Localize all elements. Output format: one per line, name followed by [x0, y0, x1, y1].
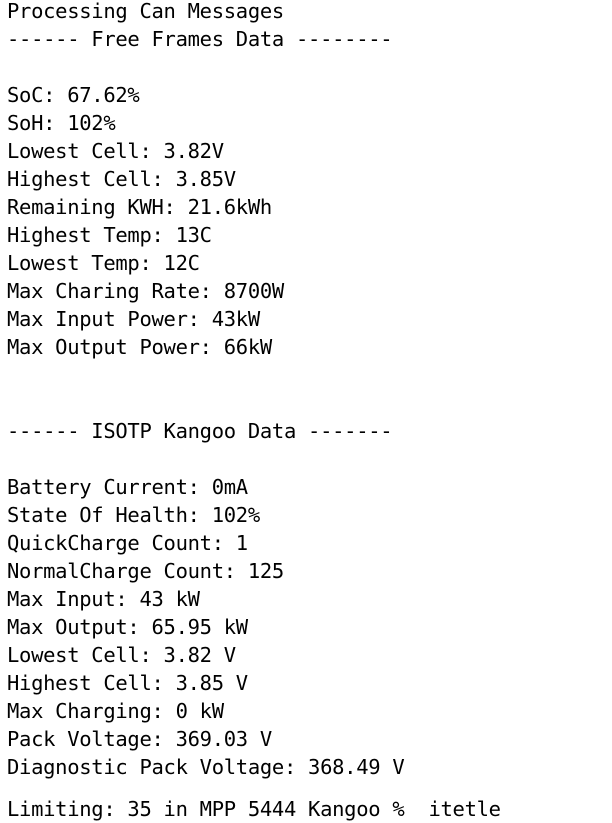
free-frames-line-remaining-kwh: Remaining KWH: 21.6kWh — [7, 195, 272, 219]
blank-line — [7, 53, 404, 81]
isotp-line-pack-voltage: Pack Voltage: 369.03 V — [7, 727, 272, 751]
isotp-line-max-charging: Max Charging: 0 kW — [7, 699, 224, 723]
free-frames-line-lowest-temp: Lowest Temp: 12C — [7, 251, 200, 275]
free-frames-line-max-output-power: Max Output Power: 66kW — [7, 335, 272, 359]
isotp-line-max-output: Max Output: 65.95 kW — [7, 615, 248, 639]
cut-off-line — [7, 781, 501, 821]
blank-line — [7, 361, 404, 389]
free-frames-line-max-charging-rate: Max Charing Rate: 8700W — [7, 279, 284, 303]
isotp-line-quickcharge-count: QuickCharge Count: 1 — [7, 531, 248, 555]
free-frames-line-soh: SoH: 102% — [7, 111, 116, 135]
isotp-line-normalcharge-count: NormalCharge Count: 125 — [7, 559, 284, 583]
cut-off-line-text: Limiting: 35 in MPP 5444 Kangoo % itetle — [7, 797, 501, 821]
isotp-line-max-input: Max Input: 43 kW — [7, 587, 200, 611]
blank-line — [7, 389, 404, 417]
free-frames-section-title: ------ Free Frames Data -------- — [7, 27, 393, 51]
isotp-line-highest-cell: Highest Cell: 3.85 V — [7, 671, 248, 695]
terminal-output — [7, 0, 501, 821]
free-frames-line-max-input-power: Max Input Power: 43kW — [7, 307, 260, 331]
isotp-line-lowest-cell: Lowest Cell: 3.82 V — [7, 643, 236, 667]
isotp-line-state-of-health: State Of Health: 102% — [7, 503, 260, 527]
isotp-line-diagnostic-pack-voltage: Diagnostic Pack Voltage: 368.49 V — [7, 755, 405, 779]
free-frames-line-soc: SoC: 67.62% — [7, 83, 140, 107]
isotp-section-title: ------ ISOTP Kangoo Data ------- — [7, 419, 393, 443]
processing-header: Processing Can Messages — [7, 0, 284, 23]
free-frames-line-highest-cell: Highest Cell: 3.85V — [7, 167, 236, 191]
isotp-line-battery-current: Battery Current: 0mA — [7, 475, 248, 499]
blank-line — [7, 445, 404, 473]
free-frames-line-lowest-cell: Lowest Cell: 3.82V — [7, 139, 224, 163]
free-frames-line-highest-temp: Highest Temp: 13C — [7, 223, 212, 247]
